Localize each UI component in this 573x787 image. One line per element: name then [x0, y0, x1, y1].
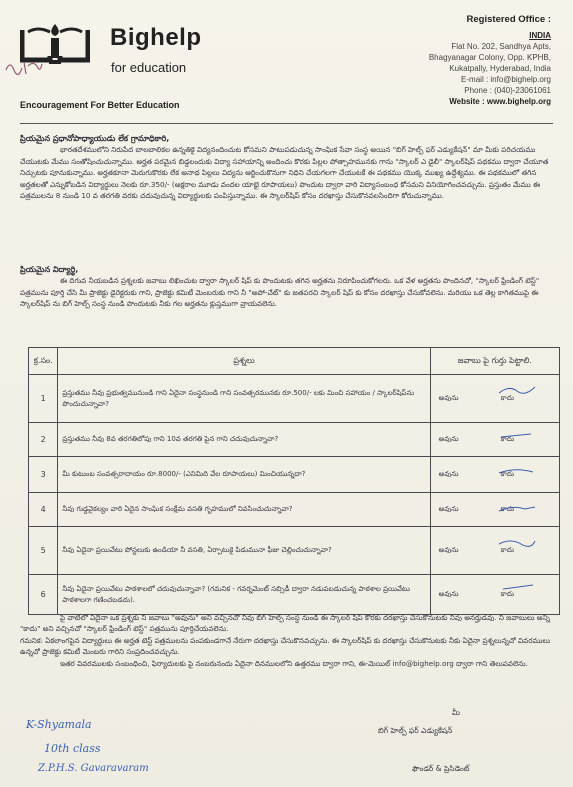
pen-mark-icon [495, 431, 537, 447]
intro-paragraph: భారతదేశములోని నిరుపేద బాలబాలికల ఉన్నతికై విద్యనందించుట కోసమని పాటుపడుచున్న సాంఘిక సేవా సంస్థ అయిన "బిగ్ హెల్ప్ ఫర్ ఎడ్యుకేషన్" మా మీకు పరిచయము చేయుటకు మేము సంతోషించుచున్నాము. అర్హత పరమైన బిడ్డలందుకు విద్యా సహాయాన్ని అందించు కొరకు పిల్లల పోత్సాహమునకు గాను "స్కాలర్ ఎ డైలీ" స్కాలర్‌షిప్ పథకము ద్వారా చేయూత నిచ్చుటకు పూనుకున్నాము. అర్హతకూనా మెరుగుకొరకు లేక అనాథ పిల్లలు విద్యను ఆర్జించుకొనుగా నిధిని చేయగలగా చేయుటకే ఈ పథకము యొక్క ముఖ్య ఉద్దేశ్యము. ఈ పథకములో తగిన అర్హతలతో ఎన్నుకోబడిన విద్యార్థులు నెలకు రూ.350/- (అక్షరాల మూడు వందల యాభై రూపాయలు) పొందుట ద్వారా వారి విద్యాసంబంధ కోసమని వినియోగించవచ్చును. ప్రస్తుతం మేము ఈ పత్రములను 8 నుండి 10 వ తరగతి వరకు చదువుచున్న విద్యార్థులకు పంపిస్తున్నాము. ఈ స్కాలర్‌షిప్ కోసం దరఖాస్తు చేసుకొనవలసిందిగా కోరుచున్నాము. [20, 145, 549, 201]
signatory-role: ఫౌండర్ & ప్రెసిడెంట్ [412, 764, 470, 773]
answer-yes[interactable]: అవును [438, 393, 459, 402]
answer-no[interactable]: కాదు [500, 504, 515, 513]
office-address-line: Bhagyanagar Colony, Opp. KPHB, [428, 53, 551, 62]
table-row [29, 575, 560, 615]
question-text: మీ కుటుంబ సంవత్సరాదాయం రూ.8000/- (ఎనిమిది వేల రూపాయలు) మించియున్నదా? [58, 457, 430, 493]
pen-mark-icon [495, 501, 537, 517]
corner-scribble [4, 58, 44, 76]
row-number: 2 [29, 423, 58, 457]
answer-no[interactable]: కాదు [500, 589, 515, 598]
row-number: 3 [29, 457, 58, 493]
office-website: Website : www.bighelp.org [449, 97, 551, 106]
office-address-line: Flat No. 202, Sandhya Apts, [451, 42, 551, 51]
answer-yes[interactable]: అవును [438, 434, 459, 443]
answer-yes[interactable]: అవును [438, 504, 459, 513]
instruction-paragraph: ఈ దిగువ నీయబడిన ప్రశ్నలకు జవాబు లిఖించుట ద్వారా స్కాలర్ షిప్ కు పొందుటకు తగిన అర్హతను నిరూపించుకోగలరు. ఒక వేళ అర్హతను పొందినచో, "స్కాలర్ ఫ్రేండింగ్ టెస్ట్" పత్రమును పూర్తి చేసి మీ ప్రాజెక్టు డైరెక్టరుకు గాని, ప్రాజెక్టు కమిటీ మెంబరుకు గాని నీ "అపో-చేట్" కు జతపరచి స్కాలర్ షిప్ కు కోసం దరఖాస్తు చేసుకోవలెను. మరియు ఒక తెల్ల కాగితముపై ఈ స్కాలర్‌షిప్ ను బిగ్ హెల్ప్ సంస్థ నుండి పొందుటకు నీకు గల అర్హతను క్లుప్తముగా వ్రాయవలెను. [20, 276, 540, 309]
table-header-row [29, 348, 560, 375]
answer-cell[interactable] [430, 493, 559, 527]
pen-mark-icon [495, 465, 537, 481]
office-title: Registered Office : [466, 14, 551, 25]
tagline: Encouragement For Better Education [20, 100, 180, 110]
organization-signature: బిగ్ హెల్ప్ ఫర్ ఎడ్యుకేషన్ [378, 726, 453, 735]
question-text: నీవు ఏదైనా ప్రయివేటు పోస్టలుకు ఉండియా నీ వసతి, ఏర్పాటుకై పిడుమునా ఫీజు చెల్లించుచున్నావా? [58, 527, 430, 575]
row-number: 6 [29, 575, 58, 615]
handwritten-class: 10th class [44, 742, 101, 755]
pen-mark-icon [495, 383, 537, 399]
answer-yes[interactable]: అవును [438, 589, 459, 598]
question-text: ప్రస్తుతము నీవు 8వ తరగతిలోపు గాని 10వ తరగతి పైన గాని చదువుచున్నావా? [58, 423, 430, 457]
table-row [29, 493, 560, 527]
eligibility-questions-table [28, 347, 560, 615]
answer-no[interactable]: కాదు [500, 393, 515, 402]
letter-section-2 [20, 264, 553, 310]
handwritten-school: Z.P.H.S. Gavaravaram [38, 763, 149, 774]
answer-cell[interactable] [430, 575, 559, 615]
handwritten-student-name: K-Shyamala [26, 718, 92, 731]
brand-subtitle: for education [111, 60, 187, 75]
brand-name: Bighelp [110, 24, 202, 51]
pen-mark-icon [495, 535, 537, 551]
office-address-line: Kukatpally, Hyderabad, India [449, 64, 551, 73]
row-number: 5 [29, 527, 58, 575]
office-phone: Phone : (040)-23061061 [464, 86, 551, 95]
eligibility-note: పై వాటిలో ఏదైనా ఒక ప్రశ్నకు నీ జవాబు "అవును" అని వచ్చినచో నీవు బిగ్ హెల్ప్ సంస్థ నుండి ఈ స్కాలర్ షిప్ కొరకు దరఖాస్తు చేసుకొనుటకు నీవు అనర్హుడవు. నీ జవాబులు అన్ని "కాదు" అని వచ్చినచో "స్కాలర్ ఫ్రేండింగ్ టెస్ట్" పత్రమును పూర్తిచేయవలెను. [20, 613, 550, 634]
answer-cell[interactable] [430, 423, 559, 457]
column-header-answer: జవాబు పై గుర్తు పెట్టాలి. [430, 348, 559, 375]
answer-cell[interactable] [430, 375, 559, 423]
header-divider [20, 123, 553, 124]
answer-no[interactable]: కాదు [500, 434, 515, 443]
salutation-student: ప్రియమైన విద్యార్థి, [20, 265, 79, 274]
column-header-question: ప్రశ్నలు [58, 348, 430, 375]
answer-cell[interactable] [430, 527, 559, 575]
column-header-number: క్ర.సం. [29, 348, 58, 375]
answer-no[interactable]: కాదు [500, 545, 515, 554]
salutation-headmaster: ప్రియమైన ప్రధానోపాధ్యాయుడు లేక గ్రామాధికారి, [20, 134, 170, 143]
table-row [29, 375, 560, 423]
question-text: ప్రస్తుతము నీవు ప్రభుత్వమునుండి గాని ఏదైనా సంస్థనుండి గాని సంవత్సరమునకు రూ.500/- లకు మించి సహాయం / స్కాలర్‌షిప్‌ను పొందుచున్నావా? [58, 375, 430, 423]
answer-no[interactable]: కాదు [500, 469, 515, 478]
question-text: నీవు గుడ్డవైకల్యం వారి ఏదైన సాంఘిక సంక్షేమ వసతి గృహములో నివసించుచున్నావా? [58, 493, 430, 527]
pen-mark-icon [495, 583, 537, 599]
table-row [29, 423, 560, 457]
letter-section-1 [20, 133, 553, 201]
footer-notes [20, 612, 553, 669]
answer-yes[interactable]: అవును [438, 469, 459, 478]
question-text: నీవు ఏదైనా ప్రయివేటు పాఠశాలలో చదువుచున్నావా? (గమనిక - గవర్నమెంట్ సబ్సిడీ ద్వారా నడుపబడుచున్న పాఠశాల ప్రయివేటు పాఠశాలగా గణించబడదు). [58, 575, 430, 615]
answer-yes[interactable]: అవును [438, 545, 459, 554]
answer-cell[interactable] [430, 457, 559, 493]
contact-note: ఇతర వివరములకు సంబంధించి, ఫిర్యాదులకు పై నంబరునందు ఏదైనా దినములలోని ఉత్తరము ద్వారా గాని, ఈ-మెయిల్ info@bighelp.org ద్వారా గాని తెలుపవలెను. [60, 658, 528, 668]
row-number: 1 [29, 375, 58, 423]
table-row [29, 527, 560, 575]
office-email: E-mail : info@bighelp.org [461, 75, 551, 84]
closing-word: మీ [452, 708, 460, 717]
office-country: INDIA [529, 31, 551, 40]
registered-office-block [351, 14, 551, 107]
remark-note: గమనిక: ఏకలాంగపైన విద్యార్థులు ఈ అర్హత టెస్ట్ పత్రములను పంపకుండగానే నేరుగా దరఖాస్తు చేసుకొనవచ్చును. ఈ స్కాలర్‌షిప్ కు దరఖాస్తు చేసుకొనుటకు నీకు ఏదైనా ప్రశ్నలున్నచో వివరములు ఉన్నచో ప్రాజెక్టు కమిటీ మెంబరు గారిని సంప్రదించవచ్చును. [20, 635, 551, 657]
table-row [29, 457, 560, 493]
row-number: 4 [29, 493, 58, 527]
